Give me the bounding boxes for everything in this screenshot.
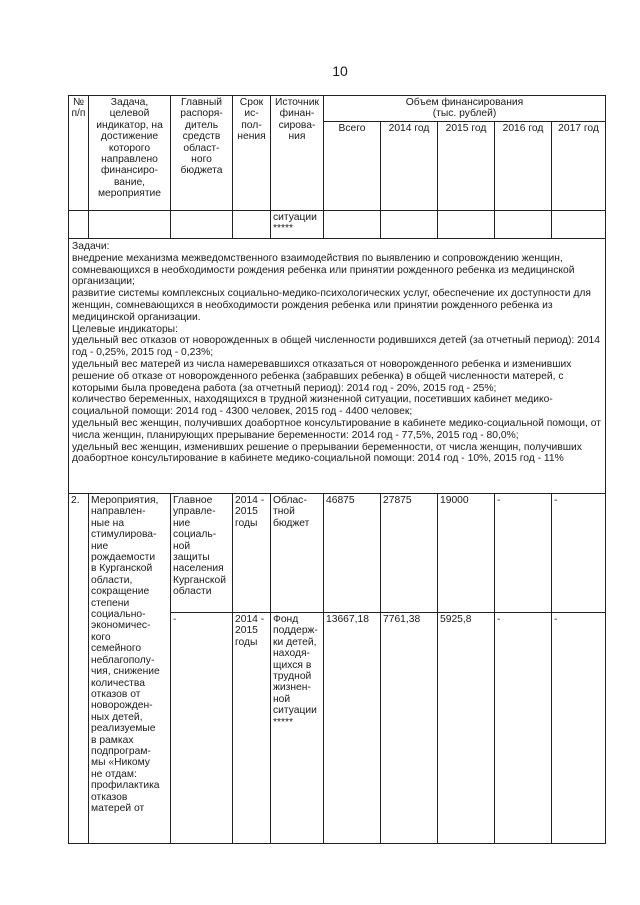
row2b-2015: 5925,8 [438, 613, 495, 844]
row2-2016: - [495, 494, 552, 613]
header-row [69, 96, 606, 122]
carry-row [69, 211, 606, 239]
carry-source: ситуации ***** [271, 211, 324, 239]
row2-2014: 27875 [381, 494, 438, 613]
header-volume: Объем финансирования (тыс. рублей) [324, 96, 606, 122]
task-2: развитие системы комплексных социально-медико-психологических услуг, обеспечение их доступности для женщин, сомневающихся в необходимости рождения ребенка или принятии рожденного ребенка из медицинской организации. [72, 288, 591, 323]
indicator-4: удельный вес женщин, получивших доабортное консультирование в кабинете медико-социальной помощи, от числа женщин, планирующих прерывание беременности: 2014 год - 77,5%, 2015 год - 80,0%; [72, 417, 601, 441]
indicator-2: удельный вес матерей из числа намеревавшихся отказаться от новорожденного ребенка и изменивших решение об отказе от новорожденного ребенка (забравших ребенка) в общей численности матерей, с которыми была проведена работа (за отчетный период): 2014 год - 20%, 2015 год - 25%; [72, 358, 572, 394]
task-1: внедрение механизма межведомственного взаимодействия по выявлению и сопровождению женщин, сомневающихся в необходимости рождения ребенка или принятии рожденного ребенка из медицинской организации; [72, 252, 575, 288]
tasks-heading: Задачи: [72, 241, 110, 252]
header-2015: 2015 год [438, 121, 495, 210]
tasks-row [69, 239, 606, 494]
indicator-1: удельный вес отказов от новорожденных в общей численности родившихся детей (за отчетный период): 2014 год - 0,25%, 2015 год - 0,23%; [72, 335, 601, 359]
header-num: № п/п [69, 96, 89, 211]
row2-total: 46875 [324, 494, 381, 613]
row2-2015: 19000 [438, 494, 495, 613]
row2b-2016: - [495, 613, 552, 844]
financing-table [68, 95, 606, 844]
row2-2017: - [552, 494, 606, 613]
row2b-source: Фонд поддерж- ки детей, находя- щихся в трудной жизнен- ной ситуации ***** [271, 613, 324, 844]
tasks-block [69, 239, 606, 494]
row2-term: 2014 - 2015 годы [233, 494, 271, 613]
header-task: Задача, целевой индикатор, на достижение которого направлено финансиро- вание, мероприятие [89, 96, 171, 211]
row2b-manager: - [171, 613, 233, 844]
header-source: Источник финан- сирова- ния [271, 96, 324, 211]
row2b-2014: 7761,38 [381, 613, 438, 844]
row2b-term: 2014 - 2015 годы [233, 613, 271, 844]
row2b-2017: - [552, 613, 606, 844]
row2-task: Мероприятия, направлен- ные на стимулирова- ние рождаемости в Курганской области, сокращение степени социально- экономичес- кого семейного неблагополу- чия, снижение количества отказов от новорожден- ных детей, реализуемые в рамках подпрограм- мы «Никому не отдам: профилактика отказов матерей от [89, 494, 171, 844]
page-number: 10 [332, 63, 348, 79]
header-2014: 2014 год [381, 121, 438, 210]
row2-source: Облас- тной бюджет [271, 494, 324, 613]
header-term: Срок ис- пол- нения [233, 96, 271, 211]
header-manager: Главный распоря- дитель средств област- ного бюджета [171, 96, 233, 211]
table-row [69, 494, 606, 613]
indicators-heading: Целевые индикаторы: [72, 323, 178, 335]
row2-manager: Главное управле- ние социаль- ной защиты населения Курганской области [171, 494, 233, 613]
header-total: Всего [324, 121, 381, 210]
header-2017: 2017 год [552, 121, 606, 210]
row2-num: 2. [69, 494, 89, 844]
header-2016: 2016 год [495, 121, 552, 210]
indicator-5: удельный вес женщин, изменивших решение о прерывании беременности, от числа женщин, получивших доабортное консультирование в кабинете медико-социальной помощи: 2014 год - 10%, 2015 год - 11% [72, 441, 582, 465]
indicator-3: количество беременных, находящихся в трудной жизненной ситуации, посетивших кабинет медико-социальной помощи: 2014 год - 4300 человек, 2015 год - 4400 человек; [72, 394, 553, 418]
row2b-total: 13667,18 [324, 613, 381, 844]
